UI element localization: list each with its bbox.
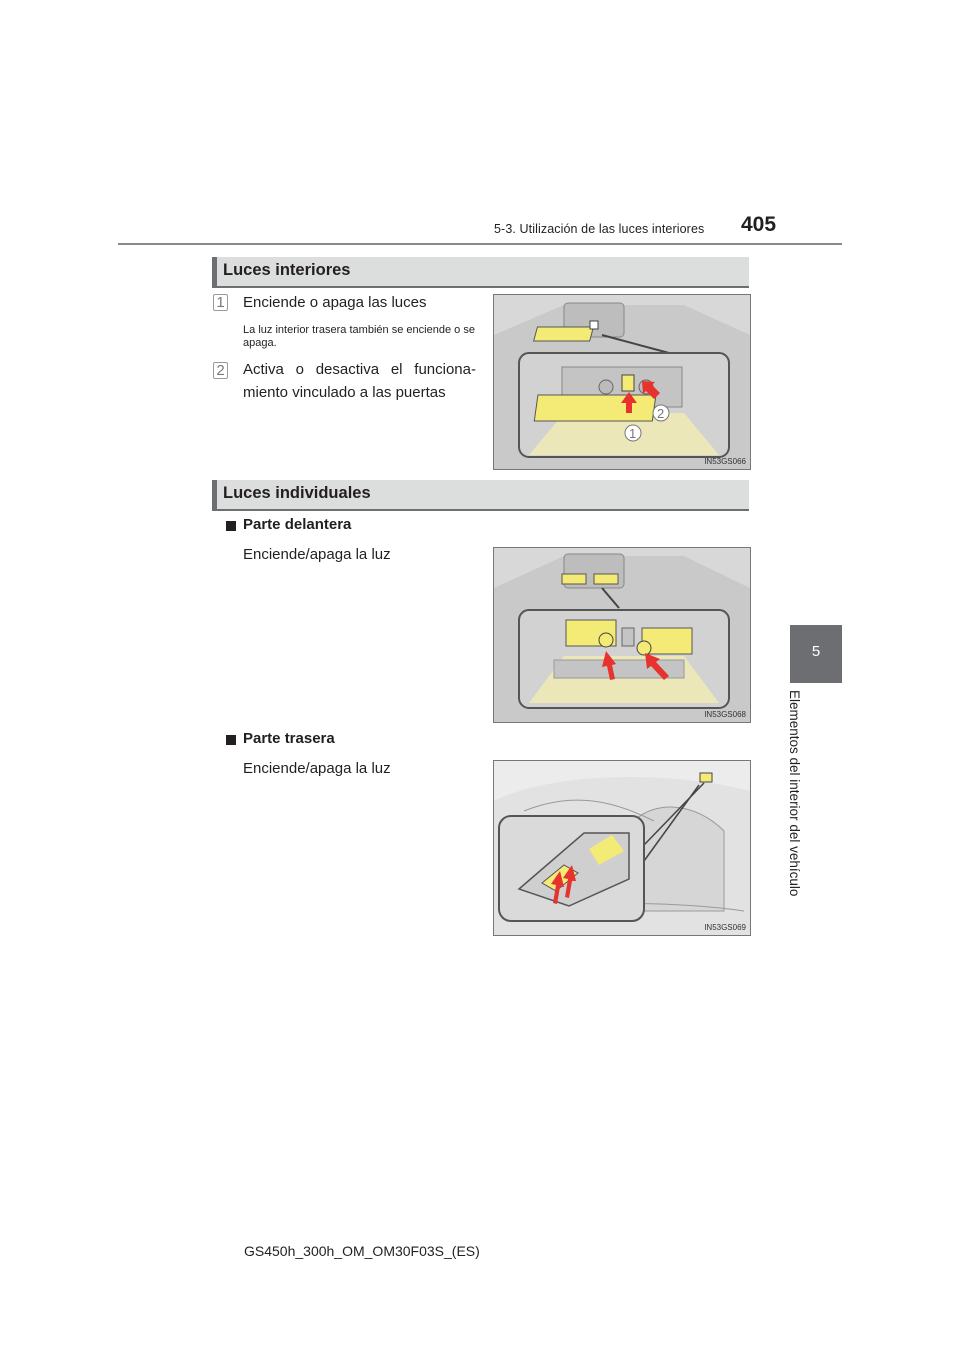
subheading-rear: Parte trasera — [243, 730, 335, 747]
bullet-square — [226, 735, 236, 745]
step-2-text-line2: miento vinculado a las puertas — [243, 384, 446, 401]
chapter-label: Elementos del interior del vehículo — [787, 690, 802, 897]
interior-lights-figure — [493, 294, 751, 470]
section-heading-interior — [212, 257, 749, 288]
figure-callout-2: 2 — [657, 406, 665, 421]
chapter-number: 5 — [811, 643, 821, 660]
step-number-1: 1 — [213, 294, 228, 311]
page-number: 405 — [741, 213, 777, 236]
section-header-title: 5-3. Utilización de las luces interiores — [494, 222, 705, 236]
front-lights-figure — [493, 547, 751, 723]
document-code: GS450h_300h_OM_OM30F03S_(ES) — [244, 1243, 480, 1259]
section-title-individual: Luces individuales — [223, 484, 371, 502]
figure-callout-1: 1 — [629, 426, 637, 441]
figure-code: IN53GS068 — [704, 710, 746, 719]
rear-lights-illustration — [494, 761, 750, 935]
front-lights-illustration — [494, 548, 750, 722]
rear-lights-figure — [493, 760, 751, 936]
header-divider — [118, 243, 842, 245]
step-number-2: 2 — [213, 362, 228, 379]
front-text: Enciende/apaga la luz — [243, 546, 391, 563]
step-1-note: La luz interior trasera también se enciende o se apaga. — [243, 324, 475, 349]
subheading-front: Parte delantera — [243, 516, 352, 533]
section-title-interior: Luces interiores — [223, 261, 351, 279]
figure-code: IN53GS066 — [704, 457, 746, 466]
interior-lights-illustration — [494, 295, 750, 469]
step-1-text: Enciende o apaga las luces — [243, 294, 427, 311]
figure-code: IN53GS069 — [704, 923, 746, 932]
bullet-square — [226, 521, 236, 531]
section-heading-individual — [212, 480, 749, 511]
step-2-text-line1: Activa o desactiva el funciona- — [243, 361, 476, 378]
rear-text: Enciende/apaga la luz — [243, 760, 391, 777]
